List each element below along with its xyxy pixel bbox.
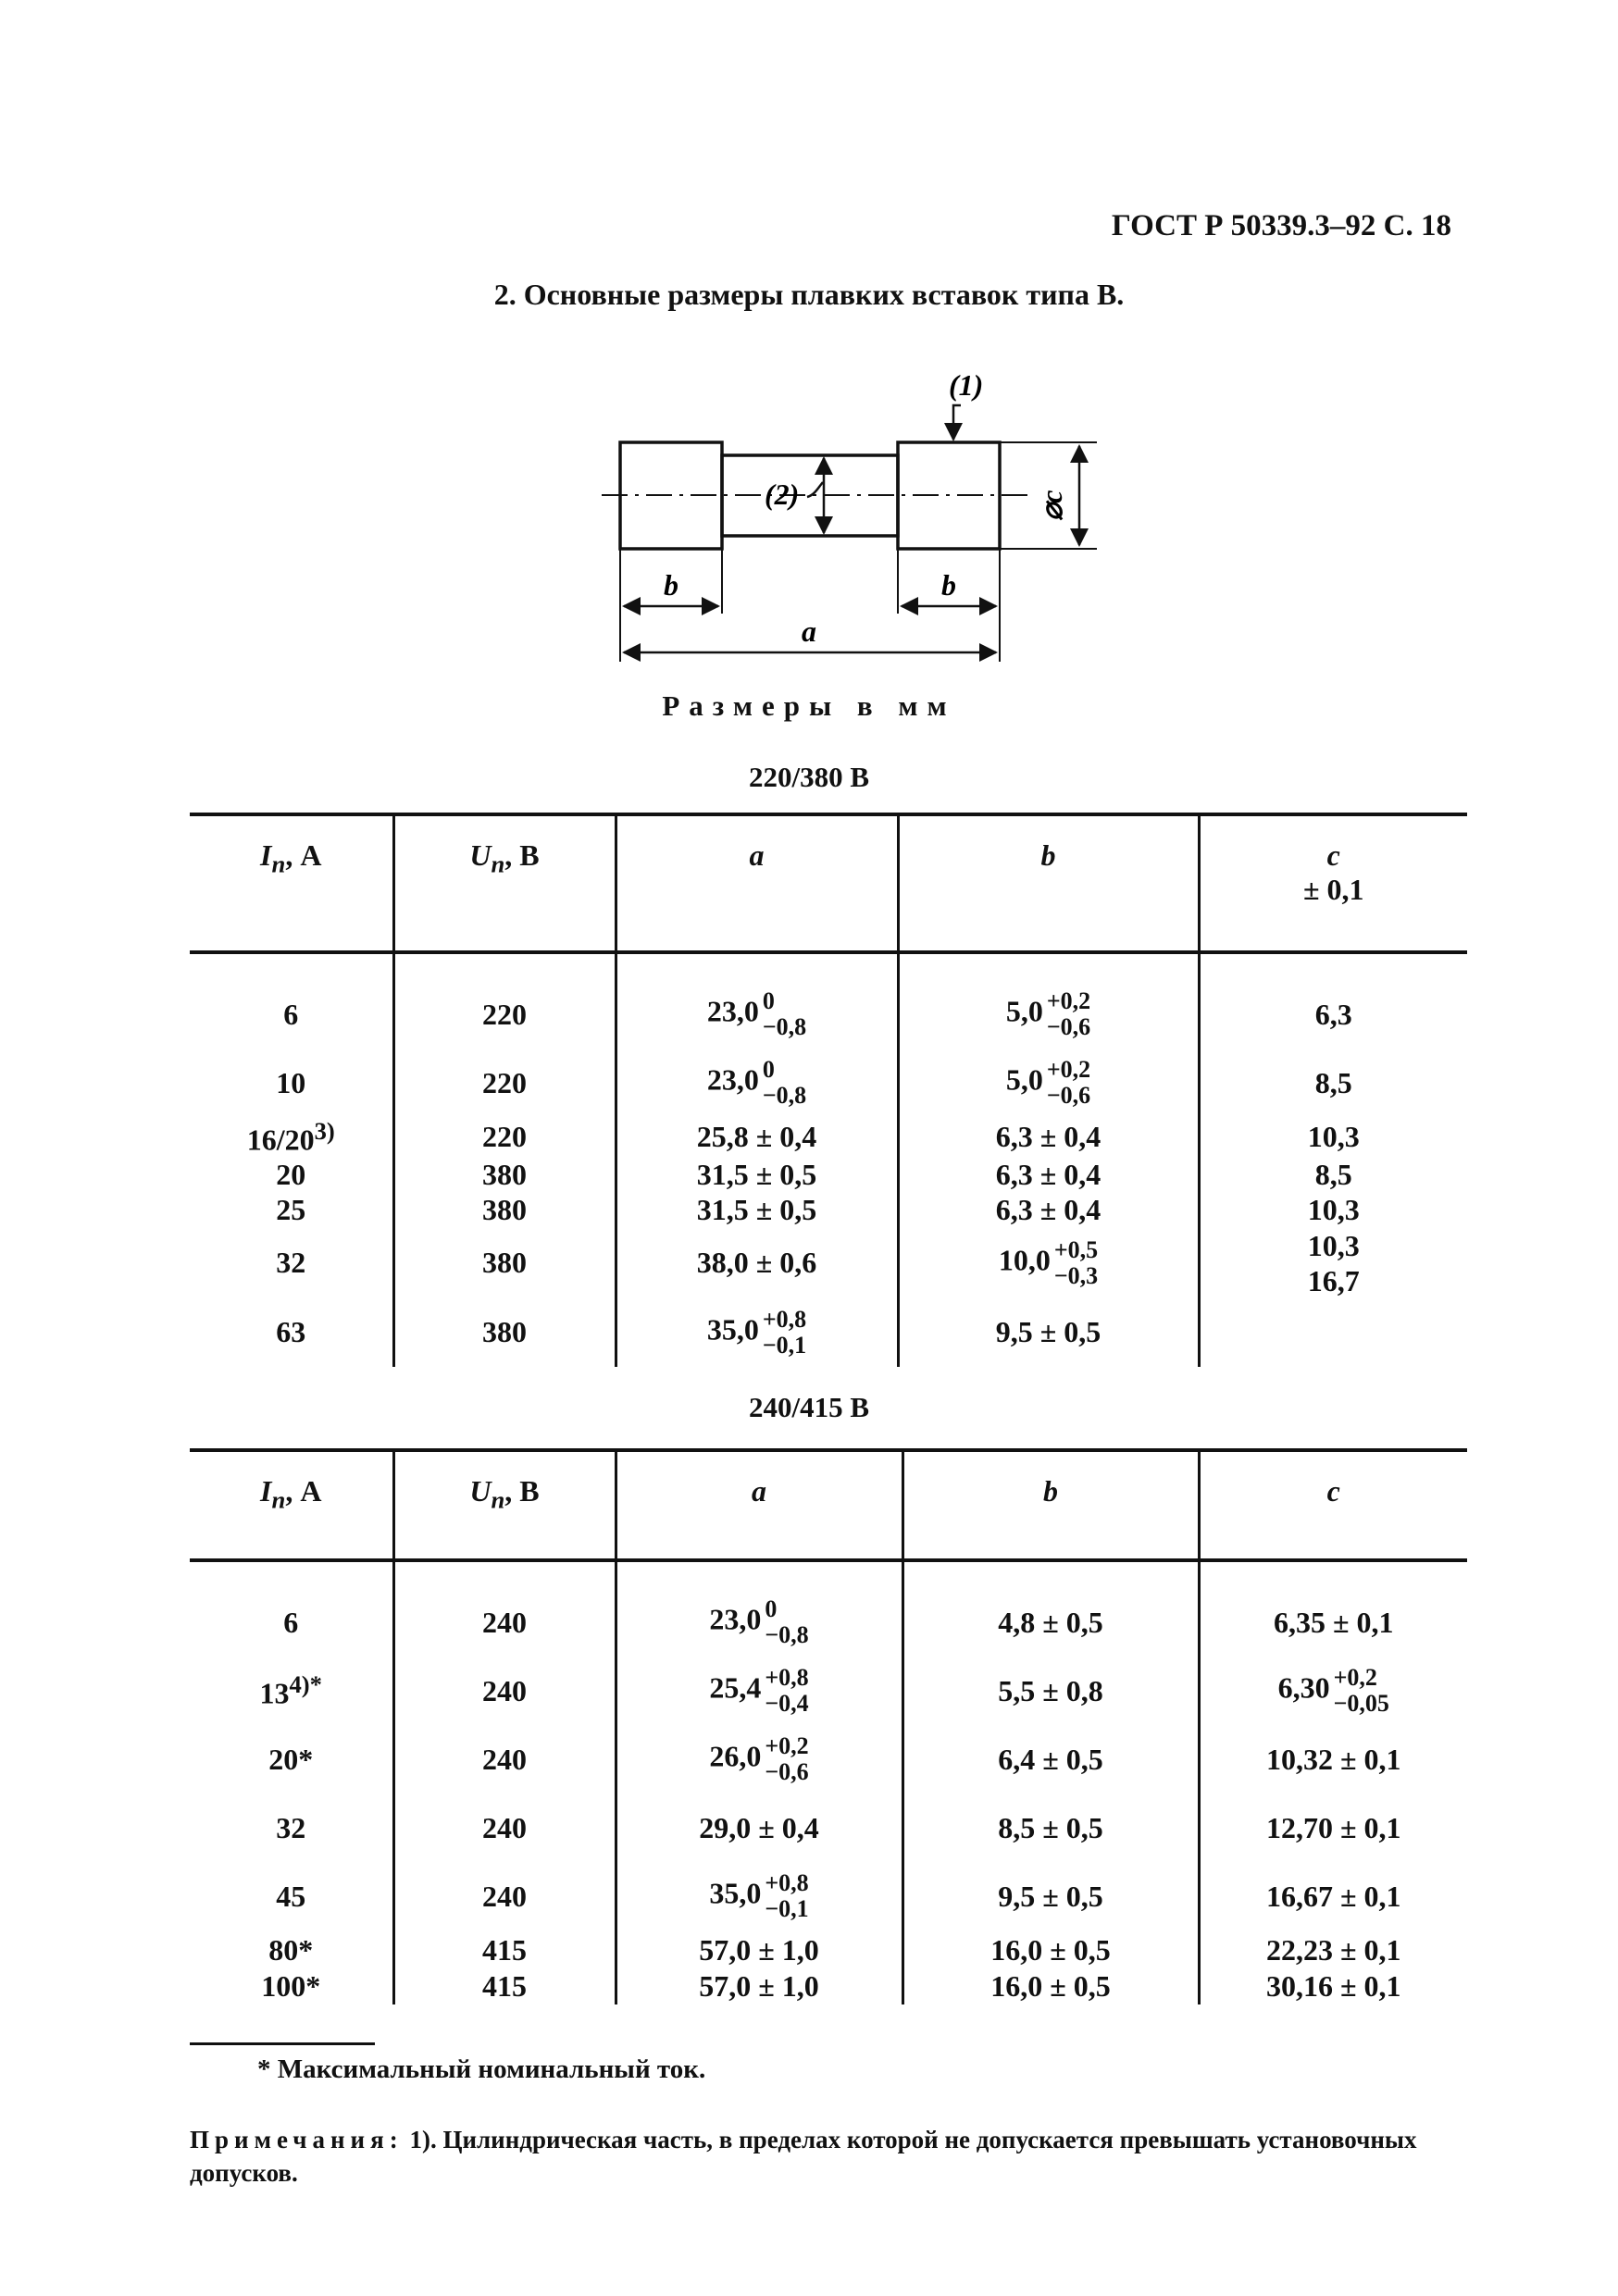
table-row: 32 380 38,0 ± 0,6 10,0 +0,5 −0,3 10,3 16,7 [190,1228,1467,1298]
table-row: 25 380 31,5 ± 0,5 6,3 ± 0,4 10,3 [190,1193,1467,1228]
table-row: 10 220 23,0 0 −0,8 5,0 +0,2 −0,6 8,5 [190,1049,1467,1117]
table-row: 80* 415 57,0 ± 1,0 16,0 ± 0,5 22,23 ± 0,1 [190,1930,1467,1967]
table1-title: 220/380 В [748,761,870,793]
table-row: 16/20$^{3)}$ 220 25,8 ± 0,4 6,3 ± 0,4 10,3 [190,1117,1467,1158]
b-right-label: b [941,568,956,602]
col-header-a: a [616,1450,902,1560]
b-left-label: b [664,568,678,602]
table-row: 45 240 35,0 +0,8 −0,1 9,5 ± 0,5 16,67 ± 0,1 [190,1862,1467,1930]
note [190,2123,1458,2190]
note-lead: Примечания: [190,2126,404,2153]
a-label: a [802,614,816,648]
table-row: 6 220 23,0 0 −0,8 5,0 +0,2 −0,6 6,3 [190,980,1467,1049]
col-header-b: b [902,1450,1199,1560]
callout-2-label: (2) [765,478,800,511]
table-row: 63 380 35,0 +0,8 −0,1 9,5 ± 0,5 [190,1298,1467,1367]
diameter-label: ⌀c [1035,490,1068,521]
col-header-a: a [616,814,898,952]
col-header-un: $U_n$, В [393,1450,616,1560]
footnote-divider [190,2042,375,2045]
units-caption: Размеры в мм [662,689,956,722]
table-row: 20* 240 26,0 +0,2 −0,6 6,4 ± 0,5 10,32 ± 0,1 [190,1725,1467,1793]
footnote: * Максимальный номинальный ток. [257,2054,706,2084]
col-header-in: $I_n$, А [190,814,393,952]
document-reference: ГОСТ Р 50339.3–92 С. 18 [1111,209,1451,242]
table-220-380 [190,813,1467,1367]
section-title: 2. Основные размеры плавких вставок типа В. [493,278,1125,311]
table-240-415 [190,1448,1467,2004]
table-row: 32 240 29,0 ± 0,4 8,5 ± 0,5 12,70 ± 0,1 [190,1793,1467,1862]
table-row: $13^{4)*}$ 240 25,4 +0,8 −0,4 5,5 ± 0,8 6,30 +0,2 −0,05 [190,1657,1467,1725]
note-text: 1). Цилиндрическая часть, в пределах которой не допускается превышать установочных допусков. [190,2126,1417,2187]
col-header-c: c ± 0,1 [1199,814,1467,952]
col-header-un: $U_n$, В [393,814,616,952]
col-header-in: $I_n$, А [190,1450,393,1560]
table-row: 6 240 23,0 0 −0,8 4,8 ± 0,5 6,35 ± 0,1 [190,1588,1467,1657]
callout-1-label: (1) [949,368,984,402]
fuse-link-drawing [592,356,1111,671]
table2-title: 240/415 В [748,1391,870,1423]
table-row: 100* 415 57,0 ± 1,0 16,0 ± 0,5 30,16 ± 0,1 [190,1967,1467,2004]
table-row: 20 380 31,5 ± 0,5 6,3 ± 0,4 8,5 [190,1158,1467,1193]
col-header-b: b [898,814,1199,952]
col-header-c: c [1199,1450,1467,1560]
